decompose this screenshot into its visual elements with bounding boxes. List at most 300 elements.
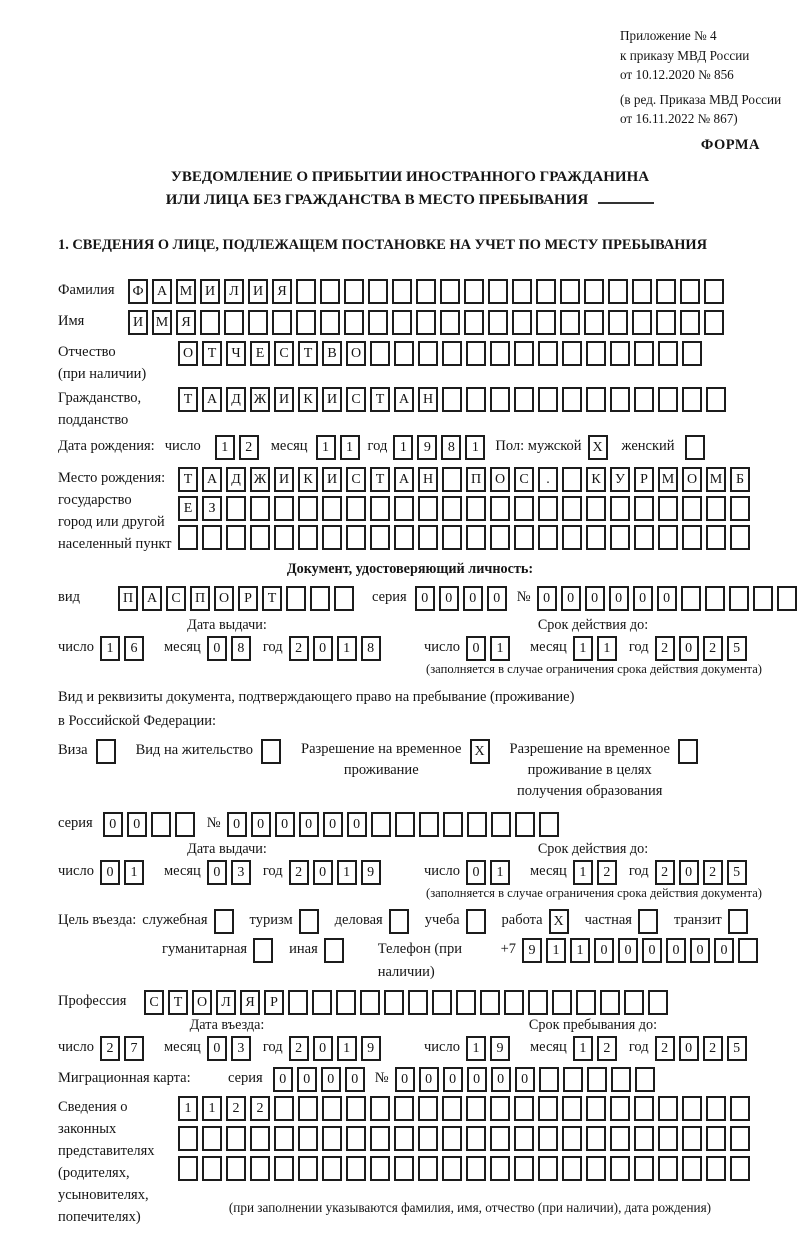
visa-checkbox[interactable] — [96, 739, 120, 764]
char-cell[interactable]: 0 — [419, 1067, 439, 1092]
char-cell[interactable]: С — [514, 467, 534, 492]
char-cell[interactable] — [563, 1067, 583, 1092]
char-cell[interactable]: 0 — [467, 1067, 487, 1092]
char-cell[interactable]: 2 — [655, 860, 675, 885]
char-cell[interactable]: 8 — [231, 636, 251, 661]
char-cell[interactable] — [706, 1096, 726, 1121]
char-cell[interactable] — [394, 1156, 414, 1181]
char-cell[interactable]: 2 — [239, 435, 259, 460]
purpose-tourism-checkbox[interactable] — [299, 909, 323, 934]
char-cell[interactable]: . — [538, 467, 558, 492]
char-cell[interactable]: 0 — [347, 812, 367, 837]
char-cell[interactable]: Т — [370, 467, 390, 492]
char-cell[interactable] — [656, 310, 676, 335]
char-cell[interactable] — [514, 1126, 534, 1151]
char-cell[interactable] — [226, 496, 246, 521]
char-cell[interactable] — [322, 1156, 342, 1181]
char-cell[interactable] — [562, 1156, 582, 1181]
char-cell[interactable]: Ж — [250, 467, 270, 492]
char-cell[interactable] — [274, 1096, 294, 1121]
char-cell[interactable] — [408, 990, 428, 1015]
char-cell[interactable]: 2 — [655, 1036, 675, 1061]
char-cell[interactable] — [491, 812, 511, 837]
char-cell[interactable]: 0 — [207, 636, 227, 661]
char-cell[interactable] — [624, 990, 644, 1015]
char-cell[interactable]: X — [470, 739, 490, 764]
char-cell[interactable] — [288, 990, 308, 1015]
char-cell[interactable]: 0 — [714, 938, 734, 963]
char-cell[interactable] — [346, 1126, 366, 1151]
char-cell[interactable] — [250, 1156, 270, 1181]
char-cell[interactable] — [706, 525, 726, 550]
char-cell[interactable]: 0 — [561, 586, 581, 611]
char-cell[interactable] — [464, 279, 484, 304]
char-cell[interactable] — [611, 1067, 631, 1092]
char-cell[interactable]: П — [466, 467, 486, 492]
char-cell[interactable] — [456, 990, 476, 1015]
char-cell[interactable] — [298, 496, 318, 521]
char-cell[interactable] — [562, 496, 582, 521]
char-cell[interactable] — [634, 1096, 654, 1121]
char-cell[interactable] — [336, 990, 356, 1015]
char-cell[interactable]: 0 — [313, 636, 333, 661]
char-cell[interactable]: 1 — [490, 636, 510, 661]
char-cell[interactable] — [442, 1156, 462, 1181]
char-cell[interactable] — [610, 1126, 630, 1151]
char-cell[interactable]: 5 — [727, 860, 747, 885]
char-cell[interactable]: 2 — [703, 1036, 723, 1061]
char-cell[interactable] — [560, 310, 580, 335]
char-cell[interactable] — [394, 341, 414, 366]
char-cell[interactable]: 0 — [585, 586, 605, 611]
char-cell[interactable] — [466, 525, 486, 550]
char-cell[interactable]: С — [144, 990, 164, 1015]
char-cell[interactable] — [442, 1126, 462, 1151]
char-cell[interactable] — [514, 1156, 534, 1181]
char-cell[interactable] — [370, 1126, 390, 1151]
char-cell[interactable]: Т — [178, 387, 198, 412]
char-cell[interactable] — [368, 310, 388, 335]
char-cell[interactable] — [634, 1126, 654, 1151]
char-cell[interactable] — [490, 1096, 510, 1121]
char-cell[interactable] — [395, 812, 415, 837]
char-cell[interactable] — [442, 1096, 462, 1121]
char-cell[interactable] — [536, 279, 556, 304]
char-cell[interactable] — [682, 1096, 702, 1121]
char-cell[interactable] — [635, 1067, 655, 1092]
char-cell[interactable] — [632, 310, 652, 335]
char-cell[interactable] — [706, 496, 726, 521]
char-cell[interactable] — [394, 525, 414, 550]
char-cell[interactable] — [634, 1156, 654, 1181]
male-checkbox[interactable] — [588, 435, 612, 460]
char-cell[interactable] — [442, 525, 462, 550]
char-cell[interactable]: 1 — [337, 860, 357, 885]
char-cell[interactable]: И — [322, 467, 342, 492]
purpose-work-checkbox[interactable] — [549, 909, 573, 934]
char-cell[interactable] — [346, 1156, 366, 1181]
char-cell[interactable] — [515, 812, 535, 837]
char-cell[interactable]: 0 — [313, 860, 333, 885]
char-cell[interactable]: У — [610, 467, 630, 492]
char-cell[interactable]: Т — [262, 586, 282, 611]
char-cell[interactable] — [464, 310, 484, 335]
char-cell[interactable] — [224, 310, 244, 335]
char-cell[interactable]: 1 — [466, 1036, 486, 1061]
char-cell[interactable]: Т — [202, 341, 222, 366]
char-cell[interactable] — [440, 279, 460, 304]
char-cell[interactable] — [538, 525, 558, 550]
char-cell[interactable] — [632, 279, 652, 304]
char-cell[interactable]: С — [274, 341, 294, 366]
char-cell[interactable]: Я — [272, 279, 292, 304]
char-cell[interactable]: 2 — [100, 1036, 120, 1061]
char-cell[interactable] — [706, 387, 726, 412]
char-cell[interactable] — [658, 387, 678, 412]
char-cell[interactable] — [586, 525, 606, 550]
char-cell[interactable]: 0 — [103, 812, 123, 837]
char-cell[interactable] — [528, 990, 548, 1015]
char-cell[interactable] — [730, 1096, 750, 1121]
char-cell[interactable] — [682, 1126, 702, 1151]
char-cell[interactable] — [658, 1156, 678, 1181]
char-cell[interactable] — [394, 1126, 414, 1151]
char-cell[interactable]: Т — [178, 467, 198, 492]
char-cell[interactable] — [442, 496, 462, 521]
char-cell[interactable]: И — [274, 467, 294, 492]
char-cell[interactable] — [466, 341, 486, 366]
char-cell[interactable]: 0 — [690, 938, 710, 963]
char-cell[interactable] — [346, 1096, 366, 1121]
char-cell[interactable] — [384, 990, 404, 1015]
char-cell[interactable] — [466, 1126, 486, 1151]
char-cell[interactable] — [322, 1096, 342, 1121]
char-cell[interactable] — [418, 1156, 438, 1181]
char-cell[interactable]: 2 — [289, 1036, 309, 1061]
char-cell[interactable]: 0 — [297, 1067, 317, 1092]
char-cell[interactable]: 7 — [124, 1036, 144, 1061]
char-cell[interactable] — [418, 1126, 438, 1151]
char-cell[interactable] — [658, 525, 678, 550]
char-cell[interactable] — [682, 387, 702, 412]
char-cell[interactable] — [705, 586, 725, 611]
char-cell[interactable]: О — [490, 467, 510, 492]
char-cell[interactable] — [320, 279, 340, 304]
char-cell[interactable]: Т — [168, 990, 188, 1015]
char-cell[interactable]: 8 — [361, 636, 381, 661]
char-cell[interactable]: 1 — [465, 435, 485, 460]
char-cell[interactable]: Е — [178, 496, 198, 521]
char-cell[interactable] — [368, 279, 388, 304]
char-cell[interactable]: 1 — [490, 860, 510, 885]
char-cell[interactable]: 0 — [227, 812, 247, 837]
char-cell[interactable]: А — [202, 467, 222, 492]
char-cell[interactable] — [392, 310, 412, 335]
char-cell[interactable] — [586, 387, 606, 412]
char-cell[interactable] — [371, 812, 391, 837]
char-cell[interactable]: О — [682, 467, 702, 492]
char-cell[interactable] — [560, 279, 580, 304]
char-cell[interactable]: 0 — [594, 938, 614, 963]
char-cell[interactable] — [253, 938, 273, 963]
char-cell[interactable] — [416, 310, 436, 335]
char-cell[interactable]: М — [176, 279, 196, 304]
char-cell[interactable] — [466, 1096, 486, 1121]
char-cell[interactable] — [416, 279, 436, 304]
char-cell[interactable] — [514, 496, 534, 521]
char-cell[interactable]: Д — [226, 467, 246, 492]
char-cell[interactable]: З — [202, 496, 222, 521]
char-cell[interactable]: 0 — [609, 586, 629, 611]
edu-permit-checkbox[interactable] — [678, 739, 702, 764]
char-cell[interactable] — [504, 990, 524, 1015]
char-cell[interactable] — [777, 586, 797, 611]
char-cell[interactable]: 0 — [657, 586, 677, 611]
char-cell[interactable]: Я — [176, 310, 196, 335]
char-cell[interactable]: Д — [226, 387, 246, 412]
char-cell[interactable] — [214, 909, 234, 934]
char-cell[interactable]: 1 — [100, 636, 120, 661]
char-cell[interactable] — [586, 496, 606, 521]
char-cell[interactable] — [706, 1156, 726, 1181]
char-cell[interactable] — [466, 496, 486, 521]
char-cell[interactable] — [608, 279, 628, 304]
char-cell[interactable]: Б — [730, 467, 750, 492]
char-cell[interactable] — [600, 990, 620, 1015]
char-cell[interactable] — [514, 525, 534, 550]
purpose-other-checkbox[interactable] — [324, 938, 348, 963]
char-cell[interactable] — [226, 525, 246, 550]
char-cell[interactable] — [610, 1156, 630, 1181]
char-cell[interactable]: 0 — [679, 860, 699, 885]
char-cell[interactable]: А — [394, 467, 414, 492]
char-cell[interactable] — [648, 990, 668, 1015]
char-cell[interactable]: 0 — [515, 1067, 535, 1092]
char-cell[interactable] — [682, 496, 702, 521]
char-cell[interactable] — [202, 525, 222, 550]
char-cell[interactable] — [512, 310, 532, 335]
char-cell[interactable] — [634, 496, 654, 521]
char-cell[interactable] — [296, 310, 316, 335]
female-checkbox[interactable] — [685, 435, 709, 460]
char-cell[interactable] — [704, 310, 724, 335]
char-cell[interactable]: 1 — [573, 1036, 593, 1061]
char-cell[interactable]: 3 — [231, 1036, 251, 1061]
char-cell[interactable]: 1 — [393, 435, 413, 460]
char-cell[interactable] — [312, 990, 332, 1015]
char-cell[interactable] — [274, 1156, 294, 1181]
char-cell[interactable] — [562, 1126, 582, 1151]
char-cell[interactable] — [418, 525, 438, 550]
char-cell[interactable] — [346, 496, 366, 521]
char-cell[interactable]: 2 — [597, 1036, 617, 1061]
char-cell[interactable]: Н — [418, 387, 438, 412]
char-cell[interactable] — [576, 990, 596, 1015]
char-cell[interactable] — [389, 909, 409, 934]
char-cell[interactable]: 1 — [597, 636, 617, 661]
char-cell[interactable]: Т — [298, 341, 318, 366]
char-cell[interactable] — [587, 1067, 607, 1092]
char-cell[interactable]: 2 — [655, 636, 675, 661]
char-cell[interactable]: А — [142, 586, 162, 611]
char-cell[interactable]: 9 — [490, 1036, 510, 1061]
char-cell[interactable]: Н — [418, 467, 438, 492]
char-cell[interactable] — [610, 387, 630, 412]
char-cell[interactable] — [538, 1156, 558, 1181]
char-cell[interactable]: 8 — [441, 435, 461, 460]
char-cell[interactable] — [467, 812, 487, 837]
char-cell[interactable] — [274, 496, 294, 521]
purpose-official-checkbox[interactable] — [214, 909, 238, 934]
char-cell[interactable] — [296, 279, 316, 304]
char-cell[interactable]: 0 — [251, 812, 271, 837]
char-cell[interactable]: 2 — [597, 860, 617, 885]
char-cell[interactable] — [250, 525, 270, 550]
char-cell[interactable]: 2 — [703, 636, 723, 661]
char-cell[interactable] — [490, 496, 510, 521]
char-cell[interactable] — [730, 1156, 750, 1181]
char-cell[interactable] — [586, 341, 606, 366]
char-cell[interactable]: 1 — [215, 435, 235, 460]
char-cell[interactable]: 0 — [487, 586, 507, 611]
char-cell[interactable]: 0 — [273, 1067, 293, 1092]
char-cell[interactable]: А — [202, 387, 222, 412]
char-cell[interactable]: А — [394, 387, 414, 412]
char-cell[interactable]: 1 — [178, 1096, 198, 1121]
char-cell[interactable]: 2 — [250, 1096, 270, 1121]
char-cell[interactable] — [322, 525, 342, 550]
char-cell[interactable]: 0 — [395, 1067, 415, 1092]
char-cell[interactable]: 0 — [415, 586, 435, 611]
char-cell[interactable] — [680, 310, 700, 335]
char-cell[interactable] — [466, 909, 486, 934]
char-cell[interactable]: Л — [224, 279, 244, 304]
purpose-private-checkbox[interactable] — [638, 909, 662, 934]
purpose-study-checkbox[interactable] — [466, 909, 490, 934]
char-cell[interactable]: 0 — [443, 1067, 463, 1092]
char-cell[interactable]: 0 — [642, 938, 662, 963]
char-cell[interactable]: 2 — [289, 860, 309, 885]
char-cell[interactable] — [322, 1126, 342, 1151]
char-cell[interactable] — [610, 525, 630, 550]
char-cell[interactable] — [392, 279, 412, 304]
char-cell[interactable]: 3 — [231, 860, 251, 885]
char-cell[interactable]: П — [190, 586, 210, 611]
char-cell[interactable] — [706, 1126, 726, 1151]
char-cell[interactable]: 2 — [703, 860, 723, 885]
char-cell[interactable] — [298, 525, 318, 550]
char-cell[interactable] — [538, 1096, 558, 1121]
char-cell[interactable]: 0 — [466, 860, 486, 885]
char-cell[interactable] — [226, 1126, 246, 1151]
char-cell[interactable] — [634, 525, 654, 550]
char-cell[interactable] — [442, 467, 462, 492]
char-cell[interactable]: 5 — [727, 1036, 747, 1061]
char-cell[interactable] — [562, 467, 582, 492]
char-cell[interactable] — [394, 1096, 414, 1121]
char-cell[interactable] — [175, 812, 195, 837]
char-cell[interactable] — [310, 586, 330, 611]
char-cell[interactable] — [685, 435, 705, 460]
char-cell[interactable]: 9 — [361, 1036, 381, 1061]
char-cell[interactable] — [562, 525, 582, 550]
char-cell[interactable] — [299, 909, 319, 934]
char-cell[interactable] — [608, 310, 628, 335]
char-cell[interactable] — [344, 279, 364, 304]
char-cell[interactable]: А — [152, 279, 172, 304]
char-cell[interactable]: С — [166, 586, 186, 611]
char-cell[interactable] — [360, 990, 380, 1015]
char-cell[interactable] — [538, 496, 558, 521]
char-cell[interactable] — [586, 1126, 606, 1151]
purpose-business-checkbox[interactable] — [389, 909, 413, 934]
char-cell[interactable] — [490, 525, 510, 550]
char-cell[interactable] — [538, 1126, 558, 1151]
char-cell[interactable]: С — [346, 387, 366, 412]
char-cell[interactable]: 0 — [491, 1067, 511, 1092]
char-cell[interactable]: Т — [370, 387, 390, 412]
char-cell[interactable] — [248, 310, 268, 335]
char-cell[interactable]: 0 — [275, 812, 295, 837]
char-cell[interactable]: Р — [238, 586, 258, 611]
char-cell[interactable] — [370, 1156, 390, 1181]
char-cell[interactable] — [610, 341, 630, 366]
char-cell[interactable] — [480, 990, 500, 1015]
char-cell[interactable]: 2 — [289, 636, 309, 661]
char-cell[interactable] — [490, 1156, 510, 1181]
char-cell[interactable] — [419, 812, 439, 837]
char-cell[interactable]: 1 — [337, 636, 357, 661]
char-cell[interactable] — [738, 938, 758, 963]
char-cell[interactable]: К — [298, 467, 318, 492]
char-cell[interactable] — [539, 1067, 559, 1092]
char-cell[interactable] — [298, 1126, 318, 1151]
char-cell[interactable] — [730, 496, 750, 521]
char-cell[interactable] — [298, 1096, 318, 1121]
char-cell[interactable]: 0 — [207, 860, 227, 885]
char-cell[interactable] — [272, 310, 292, 335]
char-cell[interactable] — [658, 341, 678, 366]
char-cell[interactable] — [729, 586, 749, 611]
char-cell[interactable] — [552, 990, 572, 1015]
char-cell[interactable] — [730, 1126, 750, 1151]
residence-permit-checkbox[interactable] — [261, 739, 285, 764]
char-cell[interactable]: О — [178, 341, 198, 366]
char-cell[interactable]: 0 — [633, 586, 653, 611]
char-cell[interactable] — [730, 525, 750, 550]
char-cell[interactable]: К — [586, 467, 606, 492]
char-cell[interactable] — [286, 586, 306, 611]
char-cell[interactable] — [324, 938, 344, 963]
char-cell[interactable] — [658, 1126, 678, 1151]
char-cell[interactable] — [682, 1156, 702, 1181]
char-cell[interactable] — [370, 341, 390, 366]
char-cell[interactable] — [178, 1156, 198, 1181]
char-cell[interactable] — [443, 812, 463, 837]
char-cell[interactable]: 0 — [618, 938, 638, 963]
char-cell[interactable] — [584, 279, 604, 304]
char-cell[interactable] — [178, 525, 198, 550]
char-cell[interactable] — [202, 1156, 222, 1181]
char-cell[interactable] — [562, 341, 582, 366]
char-cell[interactable] — [656, 279, 676, 304]
char-cell[interactable] — [586, 1096, 606, 1121]
char-cell[interactable] — [753, 586, 773, 611]
char-cell[interactable]: 6 — [124, 636, 144, 661]
char-cell[interactable]: 1 — [546, 938, 566, 963]
char-cell[interactable] — [704, 279, 724, 304]
char-cell[interactable] — [638, 909, 658, 934]
